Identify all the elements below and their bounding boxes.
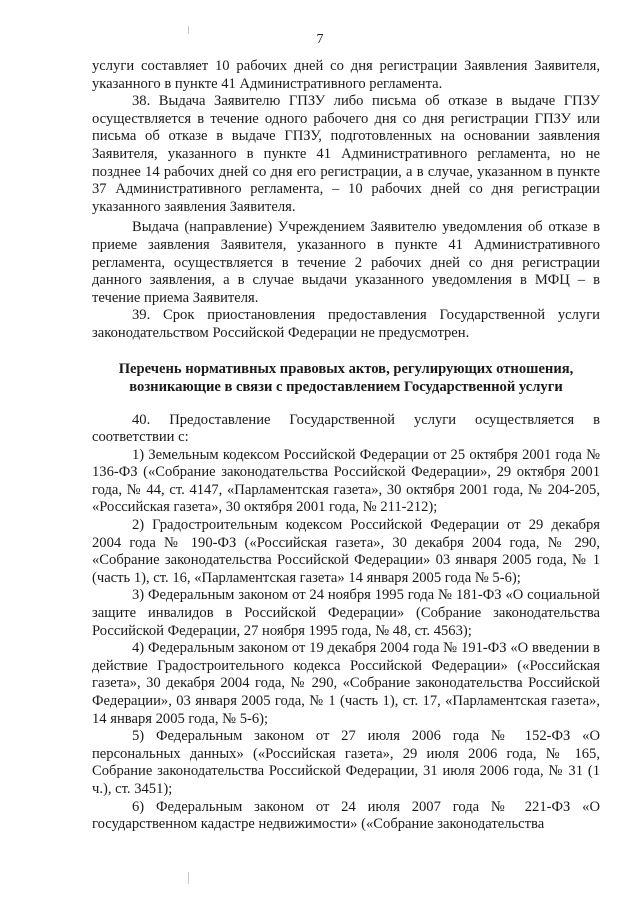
act-item-1: 1) Земельным кодексом Российской Федерации от 25 октября 2001 года № 136-ФЗ («Собрание законодательства Российской Федерации», 29 октября 2001 года, № 44, ст. 4147, «Парламентская газета», 30 октября 2001 года, № 204-205, «Российская газета», 30 октября 2001 года, № 211-212); [92,446,600,516]
paragraph-service-term: услуги составляет 10 рабочих дней со дня регистрации Заявления Заявителя, указанного в пункте 41 Административного регламента. [92,58,600,92]
act-item-4: 4) Федеральным законом от 19 декабря 2004 года № 191-ФЗ «О введении в действие Градостроительного кодекса Российской Федерации» («Российская газета», 30 декабря 2004 года, № 290, «Собрание законодательства Российской Федерации», 03 января 2005 года, № 1 (часть 1), ст. 17, «Парламентская газета», 14 января 2005 года, № 5-6); [92,640,600,727]
page-number: 7 [316,32,324,47]
act-item-6: 6) Федеральным законом от 24 июля 2007 года № 221-ФЗ «О государственном кадастре недвижимости» («Собрание законодательства [92,798,600,833]
act-item-3: 3) Федеральным законом от 24 ноября 1995 года № 181-ФЗ «О социальной защите инвалидов в Российской Федерации» (Собрание законодательства Российской Федерации, 27 ноября 1995 года, № 48, ст. 4563); [92,587,600,639]
paragraph-refusal-notice: Выдача (направление) Учреждением Заявителю уведомления об отказе в приеме заявления Заявителя, указанного в пункте 41 Административного регламента, осуществляется в течение 2 рабочих дней со дня регистрации данного заявления, а в случае выдачи указанного уведомления в МФЦ – в течение приема Заявителя. [92,219,600,306]
paragraph-39: 39. Срок приостановления предоставления Государственной услуги законодательством Российской Федерации не предусмотрен. [92,307,600,341]
act-item-5: 5) Федеральным законом от 27 июля 2006 года № 152-ФЗ «О персональных данных» («Российская газета», 29 июля 2006 года, № 165, Собрание законодательства Российской Федерации, 31 июля 2006 года, № 31 (1 ч.), ст. 3451); [92,728,600,797]
act-item-2: 2) Градостроительным кодексом Российской Федерации от 29 декабря 2004 года № 190-ФЗ («Российская газета», 30 декабря 2004 года, № 290, «Собрание законодательства Российской Федерации» 03 января 2005 года, № 1 (часть 1), ст. 16, «Парламентская газета» 14 января 2005 года № 5-6); [92,517,600,586]
document-body [92,58,600,834]
section-heading: Перечень нормативных правовых актов, регулирующих отношения, возникающие в связи с предоставлением Государственной услуги [118,360,574,395]
scan-mark-top [188,26,189,34]
paragraph-40: 40. Предоставление Государственной услуги осуществляется в соответствии с: [92,411,600,446]
scan-mark-bottom [188,872,189,884]
paragraph-38: 38. Выдача Заявителю ГПЗУ либо письма об отказе в выдаче ГПЗУ осуществляется в течение одного рабочего дня со дня регистрации ГПЗУ или письма об отказе в выдаче ГПЗУ, подготовленных на основании заявления Заявителя, указанного в пункте 41 Административного регламента, но не позднее 14 рабочих дней со дня его регистрации, а в случае, указанном в пункте 37 Административного регламента, – 10 рабочих дней со дня регистрации указанного заявления Заявителя. [92,93,600,215]
